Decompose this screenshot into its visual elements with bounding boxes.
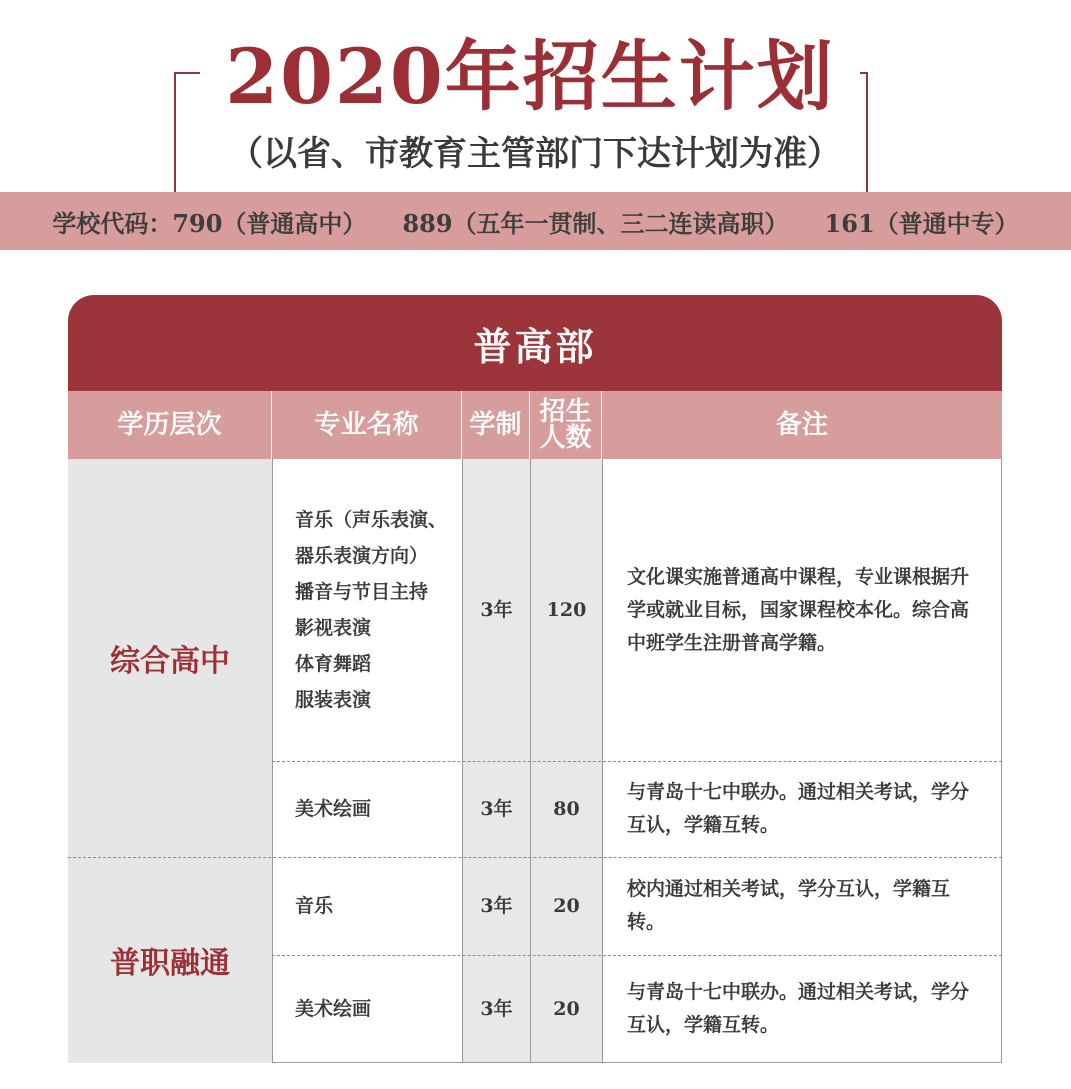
count-cell: 80	[530, 761, 602, 857]
col-header-years: 学制	[462, 391, 530, 459]
school-code-3: 161（普通中专）	[824, 208, 1019, 238]
years-cell: 3年	[462, 857, 530, 955]
col-header-count-line1: 招生	[539, 397, 592, 427]
years-cell: 3年	[462, 459, 530, 761]
major-item: 器乐表演方向）	[295, 545, 429, 567]
major-cell	[272, 459, 462, 761]
frame-line-left-vertical	[174, 72, 176, 192]
major-item: 播音与节目主持	[295, 581, 429, 603]
note-cell: 校内通过相关考试，学分互认，学籍互转。	[602, 857, 1002, 955]
col-header-count	[530, 391, 602, 459]
school-code-2: 889（五年一贯制、三二连读高职）	[402, 208, 789, 238]
level-cell-comprehensive: 综合高中	[68, 459, 272, 857]
major-cell: 美术绘画	[272, 761, 462, 857]
major-item: 音乐（声乐表演、	[295, 509, 448, 531]
table-row	[272, 761, 1002, 857]
major-item: 体育舞蹈	[295, 653, 372, 675]
years-cell: 3年	[462, 761, 530, 857]
major-list	[295, 502, 447, 718]
major-cell: 音乐	[272, 857, 462, 955]
count-cell: 20	[530, 857, 602, 955]
note-cell: 与青岛十七中联办。通过相关考试，学分互认，学籍互转。	[602, 761, 1002, 857]
note-cell: 与青岛十七中联办。通过相关考试，学分互认，学籍互转。	[602, 955, 1002, 1063]
page-subtitle: （以省、市教育主管部门下达计划为准）	[229, 134, 841, 174]
count-cell: 20	[530, 955, 602, 1063]
table-column-headers	[68, 391, 1002, 459]
major-item: 影视表演	[295, 617, 372, 639]
col-header-count-line2: 人数	[539, 423, 592, 453]
note-cell: 文化课实施普通高中课程，专业课根据升学或就业目标，国家课程校本化。综合高中班学生注册普高学籍。	[602, 459, 1002, 761]
table-body	[68, 459, 1002, 1063]
level-cell-integrated: 普职融通	[68, 857, 272, 1063]
enrollment-table	[68, 295, 1002, 1063]
table-row	[272, 459, 1002, 761]
school-code-1: 学校代码：790（普通高中）	[52, 208, 367, 238]
table-bottom-border	[272, 1062, 1002, 1063]
col-header-major: 专业名称	[272, 391, 462, 459]
col-header-notes: 备注	[775, 410, 828, 440]
col-header-level: 学历层次	[68, 391, 272, 459]
years-cell: 3年	[462, 955, 530, 1063]
count-cell: 120	[530, 459, 602, 761]
major-cell: 美术绘画	[272, 955, 462, 1063]
table-row	[272, 857, 1002, 955]
department-header: 普高部	[68, 295, 1002, 391]
major-item: 服装表演	[295, 689, 372, 711]
school-code-band	[0, 192, 1071, 250]
table-row	[272, 955, 1002, 1063]
row-divider	[272, 955, 1002, 956]
group-divider	[68, 857, 1002, 858]
row-divider	[272, 761, 1002, 762]
page-title: 2020年招生计划	[200, 22, 860, 132]
